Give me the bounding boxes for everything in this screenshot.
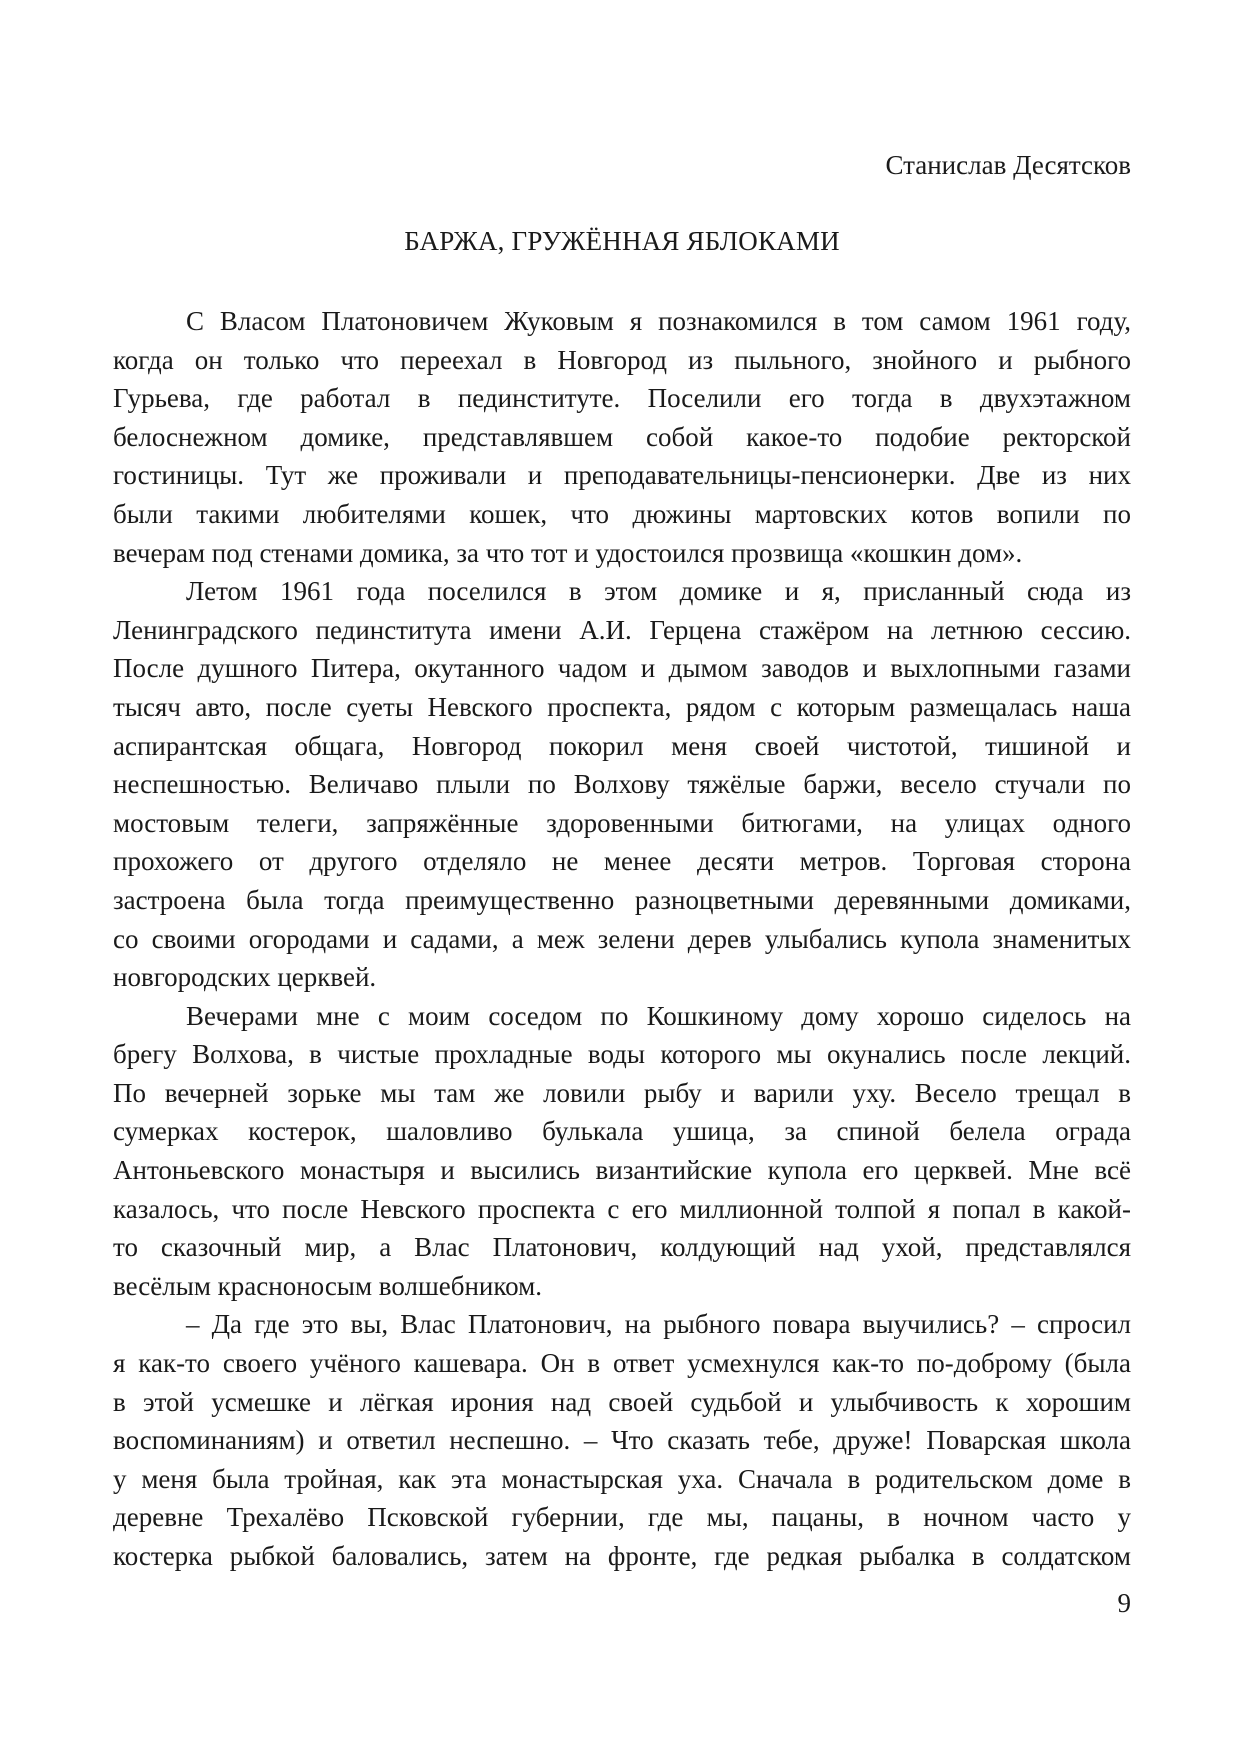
text-line: воспоминаниям) и ответил неспешно. – Что сказать тебе, друже! Поварская школа xyxy=(113,1425,1131,1456)
book-page xyxy=(113,0,1131,1754)
text-line: костерка рыбкой баловались, затем на фронте, где редкая рыбалка в солдатском xyxy=(113,1541,1131,1571)
text-line: сумерках костерок, шаловливо булькала ушица, за спиной белела ограда xyxy=(113,1116,1131,1147)
text-line: С Власом Платоновичем Жуковым я познакомился в том самом 1961 году, xyxy=(186,306,1131,336)
text-line: весёлым красноносым волшебником. xyxy=(113,1270,542,1301)
text-line: у меня была тройная, как эта монастырская уха. Сначала в родительском доме в xyxy=(113,1463,1131,1494)
text-line: После душного Питера, окутанного чадом и дымом заводов и выхлопными газами xyxy=(113,653,1131,684)
text-line: в этой усмешке и лёгкая ирония над своей судьбой и улыбчивость к хорошим xyxy=(113,1386,1131,1417)
text-line: были такими любителями кошек, что дюжины мартовских котов вопили по xyxy=(113,498,1131,529)
text-line: брегу Волхова, в чистые прохладные воды которого мы окунались после лекций. xyxy=(113,1039,1131,1070)
text-line: казалось, что после Невского проспекта с его миллионной толпой я попал в какой- xyxy=(113,1193,1131,1224)
page-number: 9 xyxy=(1117,1588,1131,1618)
text-line: вечерам под стенами домика, за что тот и удостоился прозвища «кошкин дом». xyxy=(113,537,1023,568)
text-line: мостовым телеги, запряжённые здоровенными битюгами, на улицах одного xyxy=(113,807,1131,838)
text-line: деревне Трехалёво Псковской губернии, где мы, пацаны, в ночном часто у xyxy=(113,1502,1131,1533)
text-line: прохожего от другого отделяло не менее десяти метров. Торговая сторона xyxy=(113,846,1131,877)
text-line: аспирантская общага, Новгород покорил меня своей чистотой, тишиной и xyxy=(113,730,1131,761)
text-line: новгородских церквей. xyxy=(113,962,377,993)
text-line: я как-то своего учёного кашевара. Он в ответ усмехнулся как-то по-доброму (была xyxy=(113,1348,1131,1379)
text-line: гостиницы. Тут же проживали и преподавательницы-пенсионерки. Две из них xyxy=(113,460,1131,491)
text-line: неспешностью. Величаво плыли по Волхову тяжёлые баржи, весело стучали по xyxy=(113,769,1131,800)
body-text xyxy=(113,302,1131,1576)
author-name: Станислав Десятсков xyxy=(885,150,1131,180)
text-line: тысяч авто, после суеты Невского проспекта, рядом с которым размещалась наша xyxy=(113,691,1131,722)
text-line: По вечерней зорьке мы там же ловили рыбу и варили уху. Весело трещал в xyxy=(113,1077,1131,1108)
text-line: Ленинградского пединститута имени А.И. Герцена стажёром на летнюю сессию. xyxy=(113,614,1131,645)
text-line: застроена была тогда преимущественно разноцветными деревянными домиками, xyxy=(113,884,1131,915)
text-line: Летом 1961 года поселился в этом домике и я, присланный сюда из xyxy=(186,576,1131,607)
text-line: Гурьева, где работал в пединституте. Поселили его тогда в двухэтажном xyxy=(113,383,1131,414)
text-line: Вечерами мне с моим соседом по Кошкиному дому хорошо сиделось на xyxy=(186,1000,1131,1031)
text-line: со своими огородами и садами, а меж зелени дерев улыбались купола знаменитых xyxy=(113,923,1131,954)
story-title: БАРЖА, ГРУЖЁННАЯ ЯБЛОКАМИ xyxy=(404,226,840,256)
text-line: то сказочный мир, а Влас Платонович, колдующий над ухой, представлялся xyxy=(113,1232,1131,1263)
text-line: Антоньевского монастыря и высились византийские купола его церквей. Мне всё xyxy=(113,1155,1131,1186)
text-line: – Да где это вы, Влас Платонович, на рыбного повара выучились? – спросил xyxy=(186,1309,1131,1340)
text-line: когда он только что переехал в Новгород из пыльного, знойного и рыбного xyxy=(113,344,1131,375)
text-line: белоснежном домике, представлявшем собой какое-то подобие ректорской xyxy=(113,421,1131,452)
